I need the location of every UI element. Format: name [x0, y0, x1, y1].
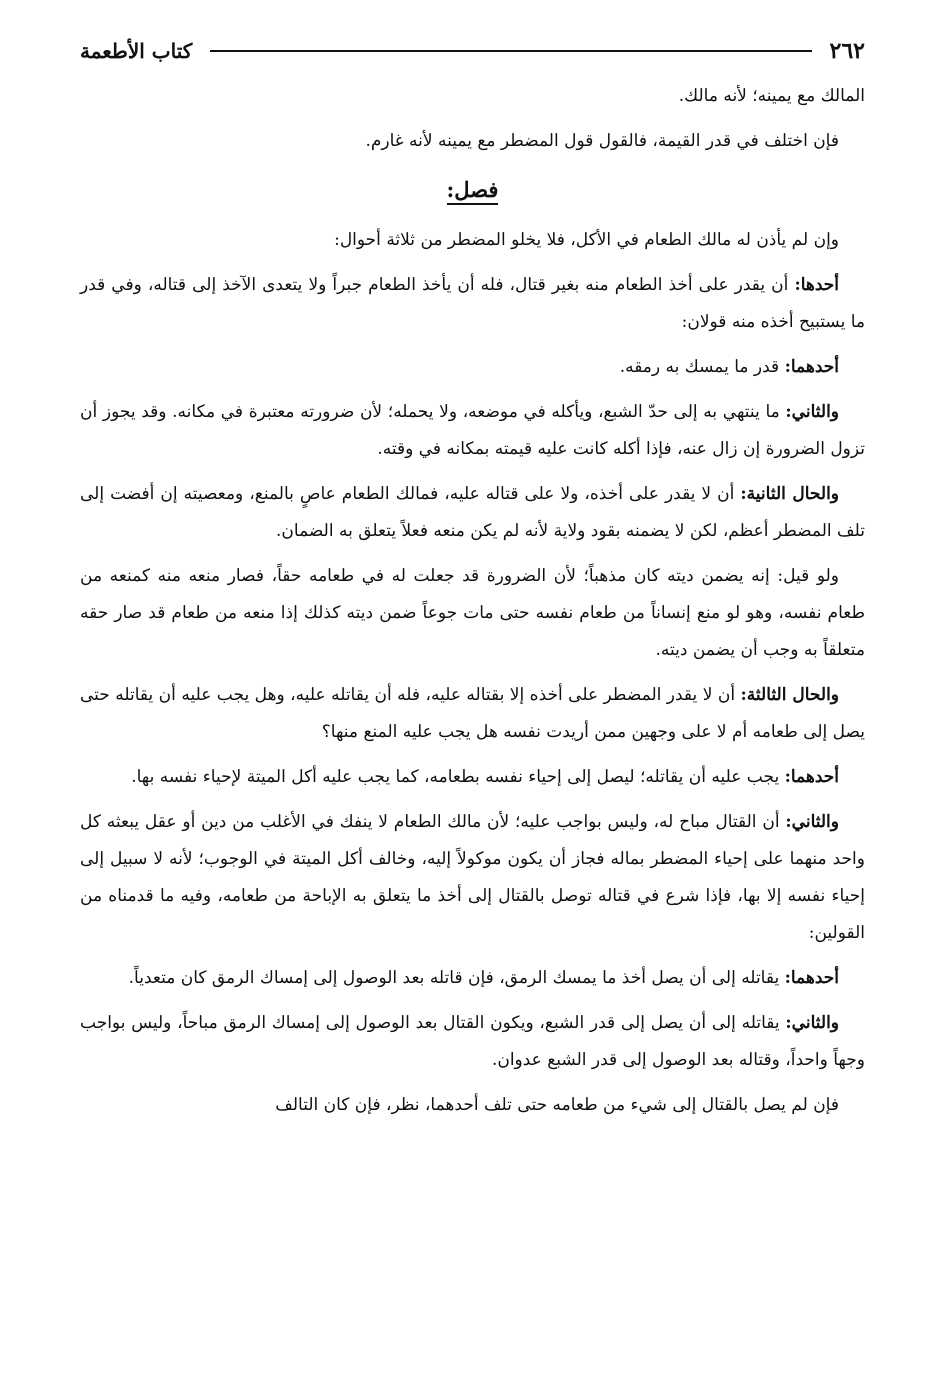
paragraph: والثاني: يقاتله إلى أن يصل إلى قدر الشبع، ويكون القتال بعد الوصول إلى إمساك الرمق مباحاً، وليس بواجب وجهاً واحداً، وقتاله بعد الوصول إلى قدر الشبع عدوان.: [80, 1013, 865, 1070]
header-rule: [210, 50, 811, 52]
paragraph: أحدهما: قدر ما يمسك به رمقه.: [619, 357, 839, 377]
paragraph: فإن لم يصل بالقتال إلى شيء من طعامه حتى تلف أحدهما، نظر، فإن كان التالف: [275, 1095, 839, 1115]
section-heading: فصل:: [80, 168, 865, 212]
paragraph: وإن لم يأذن له مالك الطعام في الأكل، فلا يخلو المضطر من ثلاثة أحوال:: [334, 230, 839, 250]
body-text: [80, 78, 865, 1124]
paragraph: ولو قيل: إنه يضمن ديته كان مذهباً؛ لأن الضرورة قد جعلت له في طعامه حقاً، فصار منعه منه كمنعه من طعام نفسه، وهو لو منع إنساناً من طعام نفسه حتى مات جوعاً ضمن ديته كذلك إذا منعه من طعام قد صار حقه متعلقاً به وجب أن يضمن ديته.: [80, 566, 865, 660]
paragraph: فإن اختلف في قدر القيمة، فالقول قول المضطر مع يمينه لأنه غارم.: [365, 131, 839, 151]
paragraph: والثاني: ما ينتهي به إلى حدّ الشبع، ويأكله في موضعه، ولا يحمله؛ لأن ضرورته معتبرة في مكانه. وقد يجوز أن تزول الضرورة إن زال عنه، فإذا أكله كانت عليه قيمته بمكانه في وقته.: [80, 402, 865, 459]
book-page: [80, 30, 865, 1132]
paragraph: أحدهما: يجب عليه أن يقاتله؛ ليصل إلى إحياء نفسه بطعامه، كما يجب عليه أكل الميتة لإحياء نفسه بها.: [131, 767, 839, 787]
paragraph: المالك مع يمينه؛ لأنه مالك.: [678, 86, 865, 106]
paragraph: أحدهما: يقاتله إلى أن يصل أخذ ما يمسك الرمق، فإن قاتله بعد الوصول إلى إمساك الرمق كان متعدياً.: [128, 968, 839, 988]
paragraph: والثاني: أن القتال مباح له، وليس بواجب عليه؛ لأن مالك الطعام لا ينفك في الأغلب من دين أو عقل يبعثه كل واحد منهما على إحياء المضطر بماله فجاز أن يكون موكولاً إليه، وخالف أكل الميتة في الوجوب؛ لأنه لا سبيل إلى إحياء نفسه إلا بها، فإذا شرع في قتاله توصل بالقتال إلى أخذ ما يتعلق به الإباحة من طعامه، وفيه ما قدمناه من القولين:: [80, 812, 865, 943]
page-number: ٢٦٢: [829, 38, 865, 64]
book-title: كتاب الأطعمة: [80, 39, 193, 63]
running-header: [80, 30, 865, 72]
paragraph: والحال الثالثة: أن لا يقدر المضطر على أخذه إلا بقتاله عليه، فله أن يقاتله عليه، وهل يجب عليه أن يقاتله حتى يصل إلى طعامه أم لا على وجهين ممن أريدت نفسه هل يجب عليه المنع منها؟: [80, 685, 865, 742]
paragraph: أحدها: أن يقدر على أخذ الطعام منه بغير قتال، فله أن يأخذ الطعام جبراً ولا يتعدى الآخذ إلى قتاله، وفي قدر ما يستبيح أخذه منه قولان:: [80, 275, 865, 332]
paragraph: والحال الثانية: أن لا يقدر على أخذه، ولا على قتاله عليه، فمالك الطعام عاصٍ بالمنع، ومعصيته إن أفضت إلى تلف المضطر أعظم، لكن لا يضمنه بقود ولاية لأنه لم يكن منعه فعلاً يتعلق به الضمان.: [80, 484, 865, 541]
